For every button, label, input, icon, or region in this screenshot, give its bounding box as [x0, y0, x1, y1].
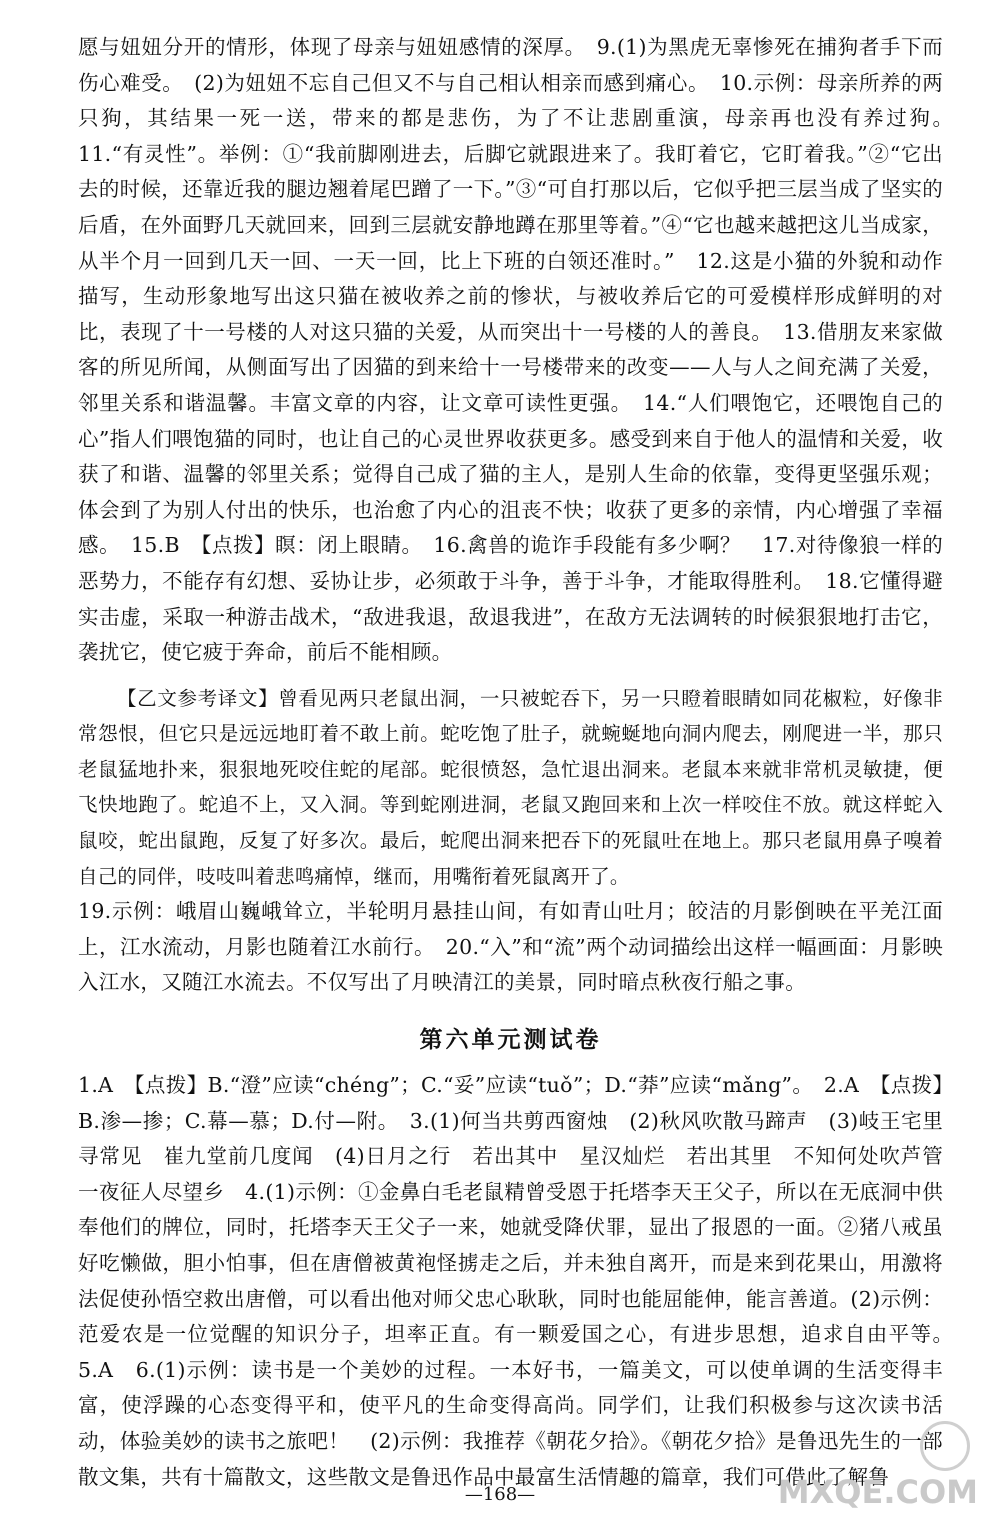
answers-paragraph-3: 1.A 【点拨】B.“澄”应读“chéng”；C.“妥”应读“tuǒ”；D.“莽”应读“mǎng”。 2.A 【点拨】B.渗—掺；C.幕—慕；D.付—附。 3.(1)何当共剪西窗烛 (2)秋风吹散马蹄声 (3)岐王宅里寻常见 崔九堂前几度闻 (4)日月之行 若出其中 星汉灿烂 若出其里 不知何处吹芦管 一夜征人尽望乡 4.(1)示例：①金鼻白毛老鼠精曾受恩于托塔李天王父子，所以在无底洞中供奉他们的牌位，同时，托塔李天王父子一来，她就受降伏罪，显出了报恩的一面。②猪八戒虽好吃懒做，胆小怕事，但在唐僧被黄袍怪掳走之后，并未独自离开，而是来到花果山，用激将法促使孙悟空救出唐僧，可以看出他对师父忠心耿耿，同时也能屈能伸，能言善道。(2)示例：范爱农是一位觉醒的知识分子，坦率正直。有一颗爱国之心，有进步思想，追求自由平等。 5.A 6.(1)示例：读书是一个美妙的过程。一本好书，一篇美文，可以使单调的生活变得丰富，使浮躁的心态变得平和，使平凡的生命变得高尚。同学们，让我们积极参与这次读书活动，体验美妙的读书之旅吧！ (2)示例：我推荐《朝花夕拾》。《朝花夕拾》是鲁迅先生的一部散文集，共有十篇散文，这些散文是鲁迅作品中最富生活情趣的篇章，我们可借此了解鲁: [78, 1073, 964, 1489]
watermark-text: MXQE.COM: [777, 1473, 978, 1511]
watermark-logo-icon: [920, 1421, 970, 1471]
answers-paragraph-1: 愿与妞妞分开的情形，体现了母亲与妞妞感情的深厚。 9.(1)为黑虎无辜惨死在捕狗者手下而伤心难受。 (2)为妞妞不忘自己但又不与自己相认相亲而感到痛心。 10.示例：母亲所养的两只狗，其结果一死一送，带来的都是悲伤，为了不让悲剧重演，母亲再也没有养过狗。 11.“有灵性”。举例：①“我前脚刚进去，后脚它就跟进来了。我盯着它，它盯着我。”②“它出去的时候，还靠近我的腿边翘着尾巴蹭了一下。”③“可自打那以后，它似乎把三层当成了坚实的后盾，在外面野几天就回来，回到三层就安静地蹲在那里等着。”④“它也越来越把这儿当成家，从半个月一回到几天一回、一天一回，比上下班的白领还准时。” 12.这是小猫的外貌和动作描写，生动形象地写出这只猫在被收养之前的惨状，与被收养后它的可爱模样形成鲜明的对比，表现了十一号楼的人对这只猫的关爱，从而突出十一号楼的人的善良。 13.借朋友来家做客的所见所闻，从侧面写出了因猫的到来给十一号楼带来的改变——人与人之间充满了关爱，邻里关系和谐温馨。丰富文章的内容，让文章可读性更强。 14.“人们喂饱它，还喂饱自己的心”指人们喂饱猫的同时，也让自己的心灵世界收获更多。感受到来自于他人的温情和关爱，收获了和谐、温馨的邻里关系；觉得自己成了猫的主人，是别人生命的依靠，变得更坚强乐观；体会到了为别人付出的快乐，也治愈了内心的沮丧不快；收获了更多的亲情，内心增强了幸福感。 15.B 【点拨】瞑：闭上眼睛。 16.禽兽的诡诈手段能有多少啊？ 17.对待像狼一样的恶势力，不能存有幻想、妥协让步，必须敢于斗争，善于斗争，才能取得胜利。 18.它懂得避实击虚，采取一种游击战术，“敌进我退，敌退我进”，在敌方无法调转的时候狠狠地打击它，袭扰它，使它疲于奔命，前后不能相顾。: [78, 35, 964, 665]
page-number: —168—: [464, 1484, 536, 1505]
section-title: 第六单元测试卷: [419, 1027, 602, 1054]
translation-paragraph: 【乙文参考译文】曾看见两只老鼠出洞，一只被蛇吞下，另一只瞪着眼睛如同花椒粒，好像非常怨恨，但它只是远远地盯着不敢上前。蛇吃饱了肚子，就蜿蜒地向洞内爬去，刚爬进一半，那只老鼠猛地扑来，狠狠地死咬住蛇的尾部。蛇很愤怒，急忙退出洞来。老鼠本来就非常机灵敏捷，便飞快地跑了。蛇追不上，又入洞。等到蛇刚进洞，老鼠又跑回来和上次一样咬住不放。就这样蛇入鼠咬，蛇出鼠跑，反复了好多次。最后，蛇爬出洞来把吞下的死鼠吐在地上。那只老鼠用鼻子嗅着自己的同伴，吱吱叫着悲鸣痛悼，继而，用嘴衔着死鼠离开了。: [78, 686, 943, 888]
answers-paragraph-2: 19.示例：峨眉山巍峨耸立，半轮明月悬挂山间，有如青山吐月；皎洁的月影倒映在平羌江面上，江水流动，月影也随着江水前行。 20.“入”和“流”两个动词描绘出这样一幅画面：月影映入江水，又随江水流去。不仅写出了月映清江的美景，同时暗点秋夜行船之事。: [78, 899, 943, 995]
